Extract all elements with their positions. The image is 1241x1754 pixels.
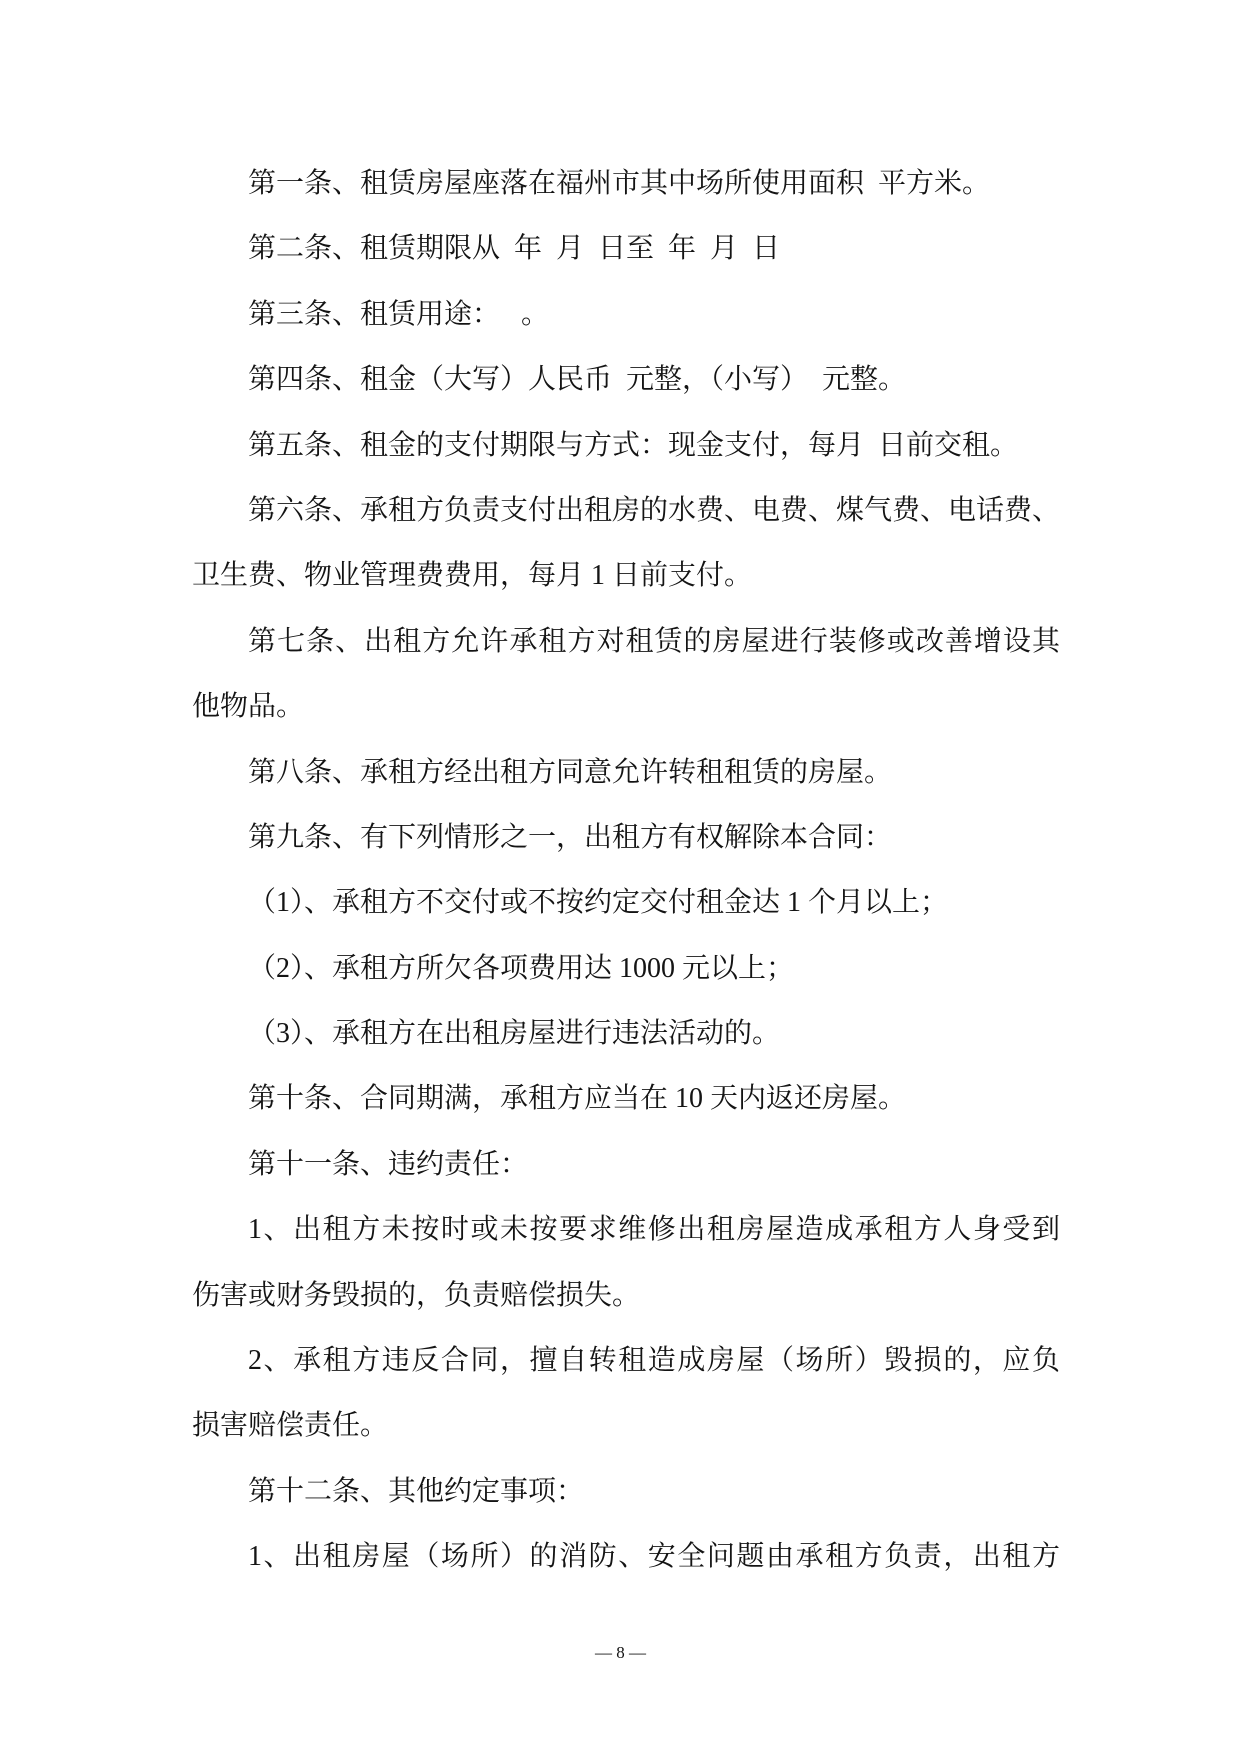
clause-line-continued: 损害赔偿责任。 (192, 1410, 389, 1442)
clause-line-continued: 伤害或财务毁损的，负责赔偿损失。 (192, 1279, 641, 1311)
clause-9-item-2 (192, 936, 1060, 1001)
page-number: — 8 — (595, 1643, 646, 1662)
clause-10 (192, 1066, 1060, 1131)
clause-7 (192, 609, 1060, 740)
clause-line-continued: 卫生费、物业管理费费用，每月 1 日前支付。 (192, 560, 753, 592)
clause-line: 第十二条、其他约定事项： (248, 1475, 585, 1507)
clause-line: 第六条、承租方负责支付出租房的水费、电费、煤气费、电话费、 (248, 494, 1060, 526)
clause-9 (192, 805, 1060, 870)
clause-line: 第九条、有下列情形之一，出租方有权解除本合同： (248, 821, 893, 853)
clause-sub-item: （1）、承租方不交付或不按约定交付租金达 1 个月以上； (248, 887, 949, 919)
clause-11-item-1 (192, 1197, 1060, 1328)
clause-line: 第五条、租金的支付期限与方式：现金支付，每月 日前交租。 (248, 429, 1019, 461)
clause-line: 第四条、租金（大写）人民币 元整，（小写） 元整。 (248, 364, 907, 396)
clause-line: 第二条、租赁期限从 年 月 日至 年 月 日 (248, 233, 781, 265)
clause-sub-item: 1、出租房屋（场所）的消防、安全问题由承租方负责，出租方 (248, 1541, 1060, 1573)
clause-6 (192, 478, 1060, 609)
clause-line: 第八条、承租方经出租方同意允许转租租赁的房屋。 (248, 756, 893, 788)
clause-4 (192, 347, 1060, 412)
clause-9-item-3 (192, 1001, 1060, 1066)
clause-12 (192, 1459, 1060, 1524)
clause-line: 第十一条、违约责任： (248, 1148, 529, 1180)
clause-11-item-2 (192, 1328, 1060, 1459)
clause-line: 第七条、出租方允许承租方对租赁的房屋进行装修或改善增设其 (248, 625, 1060, 657)
clause-12-item-1 (192, 1524, 1060, 1589)
clause-sub-item: 2、承租方违反合同，擅自转租造成房屋（场所）毁损的，应负 (248, 1345, 1060, 1377)
clause-sub-item: （3）、承租方在出租房屋进行违法活动的。 (248, 1018, 781, 1050)
clause-5 (192, 413, 1060, 478)
contract-body (192, 151, 1060, 1590)
clause-sub-item: （2）、承租方所欠各项费用达 1000 元以上； (248, 952, 795, 984)
clause-line-continued: 他物品。 (192, 691, 305, 723)
clause-8 (192, 740, 1060, 805)
clause-line: 第十条、合同期满，承租方应当在 10 天内返还房屋。 (248, 1083, 907, 1115)
clause-2 (192, 216, 1060, 281)
clause-3 (192, 282, 1060, 347)
clause-1 (192, 151, 1060, 216)
clause-9-item-1 (192, 870, 1060, 935)
clause-sub-item: 1、出租方未按时或未按要求维修出租房屋造成承租方人身受到 (248, 1214, 1060, 1246)
clause-line: 第一条、租赁房屋座落在福州市其中场所使用面积 平方米。 (248, 168, 991, 199)
clause-11 (192, 1132, 1060, 1197)
clause-line: 第三条、租赁用途： 。 (248, 298, 550, 330)
